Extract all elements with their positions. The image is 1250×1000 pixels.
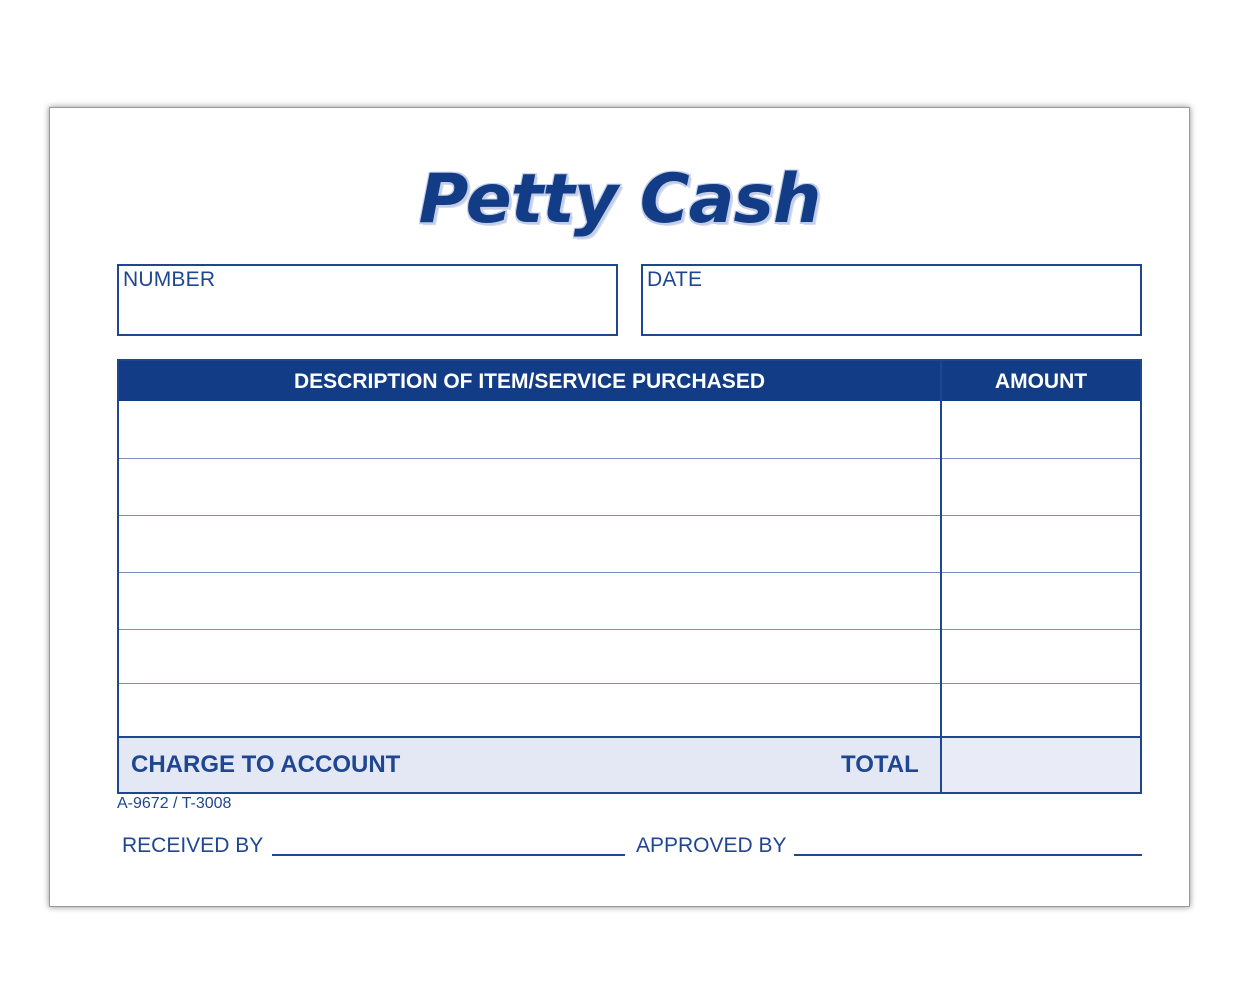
charge-to-account-label: CHARGE TO ACCOUNT <box>131 751 401 778</box>
amount-header: AMOUNT <box>994 370 1088 393</box>
received-by-label: RECEIVED BY <box>122 834 264 857</box>
date-label: DATE <box>647 268 703 291</box>
row-line <box>119 572 1140 573</box>
number-label: NUMBER <box>123 268 216 291</box>
approved-by-label: APPROVED BY <box>636 834 787 857</box>
row-line <box>119 629 1140 630</box>
form-code: A-9672 / T-3008 <box>117 795 232 812</box>
row-line <box>119 515 1140 516</box>
total-row <box>119 736 1140 792</box>
row-line <box>119 458 1140 459</box>
column-divider <box>940 361 942 792</box>
total-amount-cell[interactable] <box>942 738 1140 792</box>
received-by-line[interactable] <box>272 854 625 856</box>
total-label: TOTAL <box>841 751 919 778</box>
description-header: DESCRIPTION OF ITEM/SERVICE PURCHASED <box>293 370 765 393</box>
items-table <box>117 359 1142 794</box>
approved-by-line[interactable] <box>794 854 1142 856</box>
form-title: Petty Cash <box>418 160 821 239</box>
table-header <box>119 361 1140 401</box>
date-field[interactable] <box>641 264 1142 336</box>
number-field[interactable] <box>117 264 618 336</box>
petty-cash-form <box>49 107 1190 907</box>
row-line <box>119 683 1140 684</box>
